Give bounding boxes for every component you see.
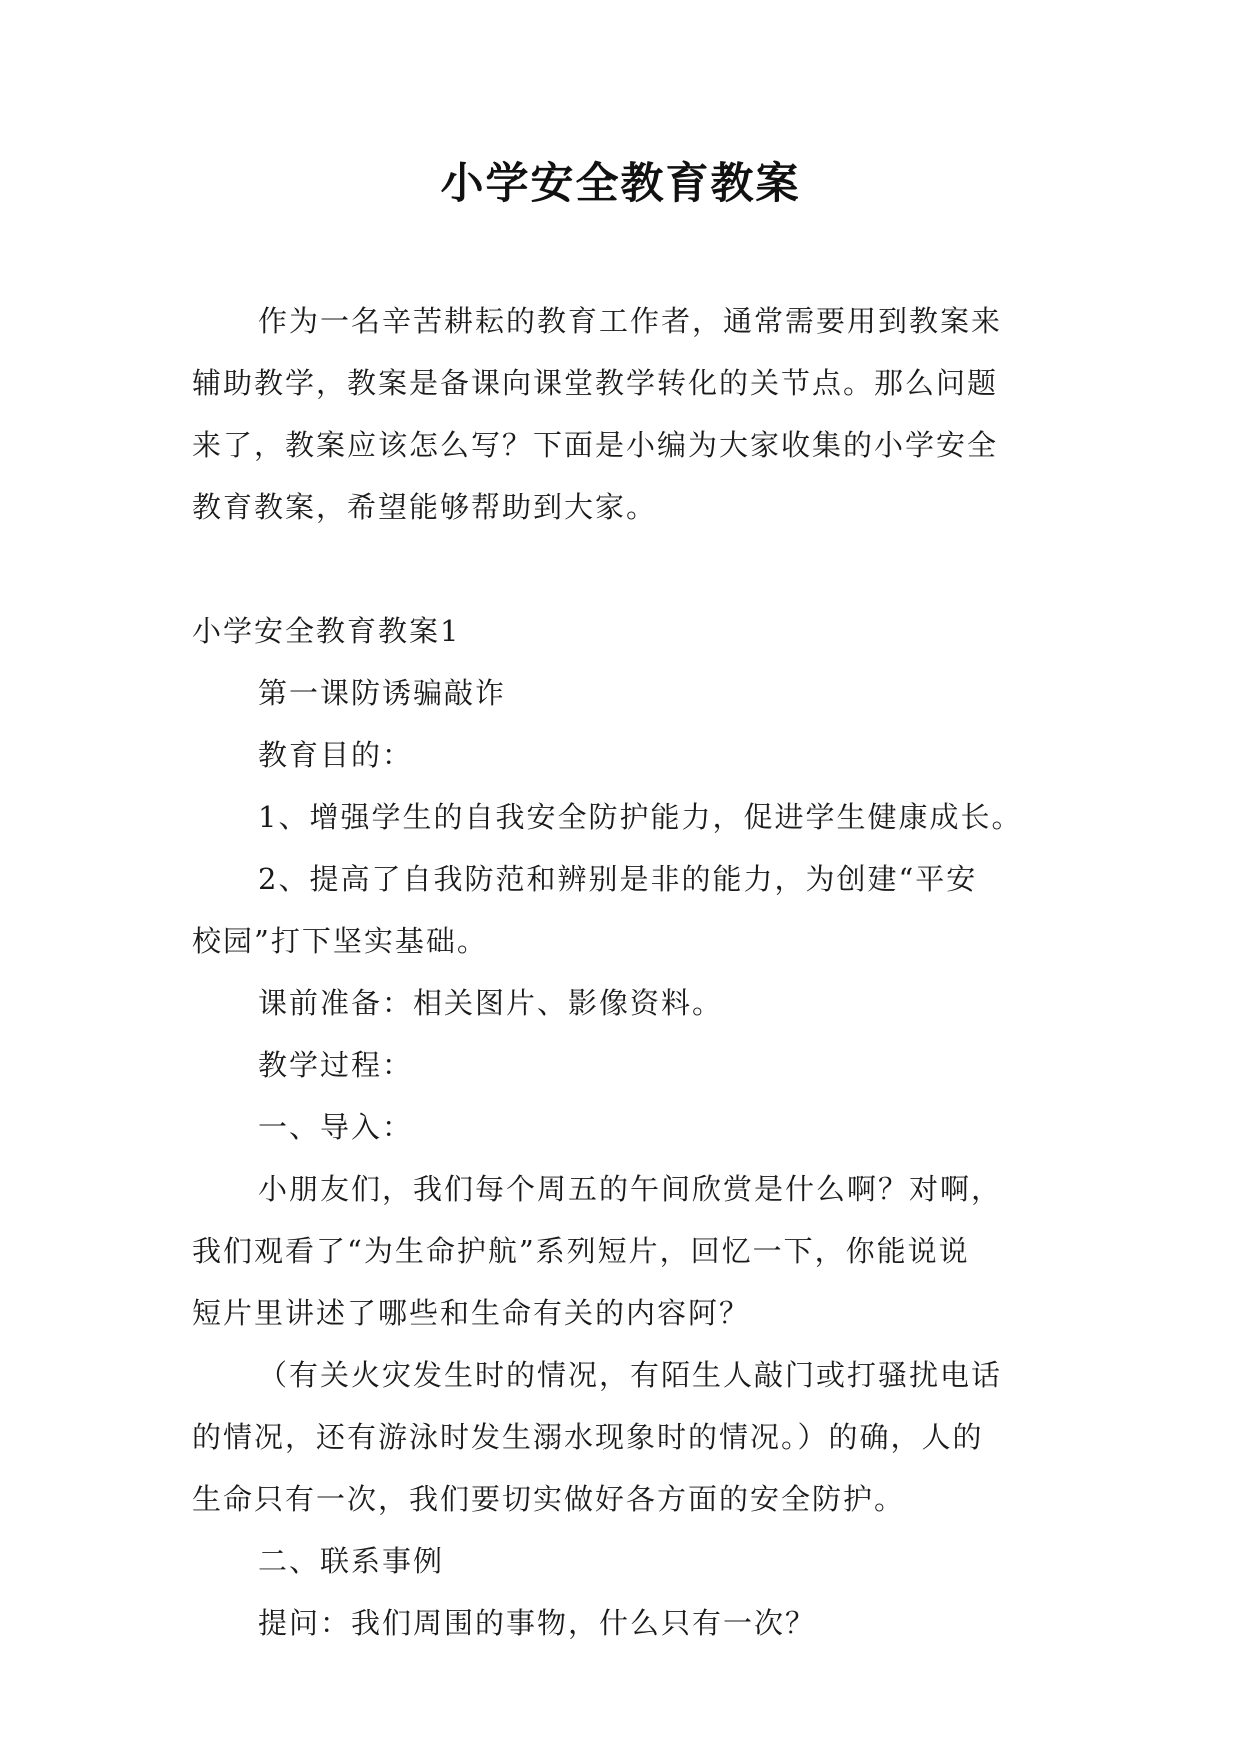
intro-line-3: 来了，教案应该怎么写？下面是小编为大家收集的小学安全: [192, 428, 999, 462]
step-1-paragraph-line-3: 短片里讲述了哪些和生命有关的内容阿？: [192, 1296, 751, 1330]
step-2-question: 提问：我们周围的事物，什么只有一次？: [258, 1606, 817, 1640]
preparation-line: 课前准备：相关图片、影像资料。: [258, 986, 724, 1020]
document-title: 小学安全教育教案: [440, 159, 801, 209]
intro-line-4: 教育教案，希望能够帮助到大家。: [192, 490, 658, 524]
section-heading: 小学安全教育教案1: [192, 614, 461, 648]
step-1-note-line-2: 的情况，还有游泳时发生溺水现象时的情况。）的确，人的: [192, 1420, 984, 1454]
goal-heading: 教育目的：: [258, 738, 414, 772]
step-1-paragraph-line-2: 我们观看了“为生命护航”系列短片，回忆一下，你能说说: [192, 1234, 970, 1268]
intro-line-1: 作为一名辛苦耕耘的教育工作者，通常需要用到教案来: [258, 304, 1003, 338]
document-body: [192, 290, 1062, 1654]
step-1-note-line-3: 生命只有一次，我们要切实做好各方面的安全防护。: [192, 1482, 906, 1516]
step-1-heading: 一、导入：: [258, 1110, 414, 1144]
goal-item-1: 1、增强学生的自我安全防护能力，促进学生健康成长。: [258, 800, 1023, 834]
goal-item-2-line-2: 校园”打下坚实基础。: [192, 924, 488, 958]
step-2-heading: 二、联系事例: [258, 1544, 445, 1578]
intro-line-2: 辅助教学，教案是备课向课堂教学转化的关节点。那么问题: [192, 366, 999, 400]
step-1-note-line-1: （有关火灾发生时的情况，有陌生人敲门或打骚扰电话: [258, 1358, 1003, 1392]
step-1-paragraph-line-1: 小朋友们，我们每个周五的午间欣赏是什么啊？对啊，: [258, 1172, 1003, 1206]
lesson-title: 第一课防诱骗敲诈: [258, 676, 507, 710]
process-heading: 教学过程：: [258, 1048, 414, 1082]
goal-item-2-line-1: 2、提高了自我防范和辨别是非的能力，为创建“平安: [258, 862, 978, 896]
